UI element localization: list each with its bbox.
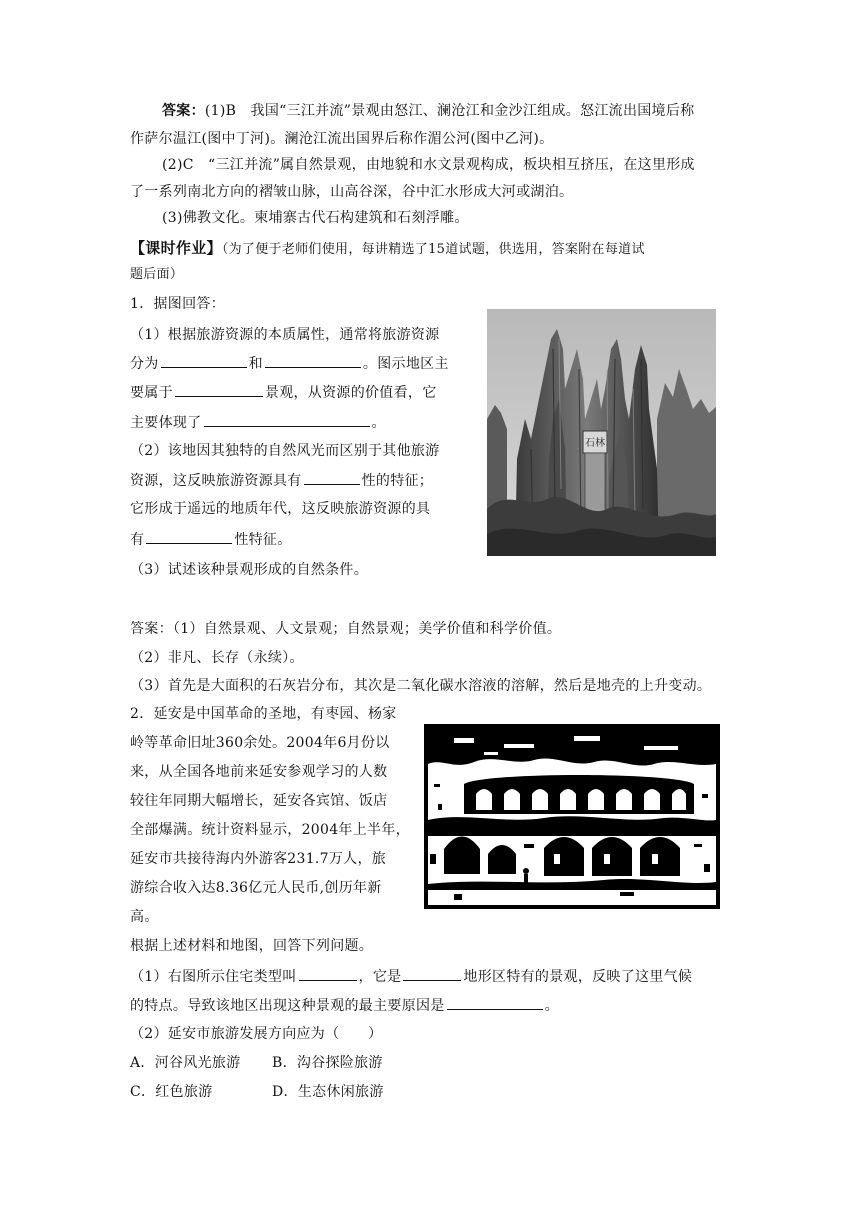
q1-part2-line1: （2）该地因其独特的自然风光而区别于其他旅游	[130, 443, 440, 459]
answer-line-3: (2)C “三江并流”属自然景观，由地貌和水文景观构成，板块相互挤压，在这里形成	[162, 157, 695, 173]
q1-part1-line1: （1）根据旅游资源的本质属性，通常将旅游资源	[130, 327, 440, 343]
stone-forest-photo	[487, 309, 716, 556]
answer-line-4: 了一系列南北方向的褶皱山脉，山高谷深，谷中汇水形成大河或湖泊。	[130, 184, 574, 200]
q2-text-8: 高。	[130, 909, 159, 925]
q1-part2-line4: 有 性特征。	[130, 529, 292, 550]
option-b[interactable]: B．沟谷探险旅游	[272, 1055, 383, 1071]
q2-part1-line2: 的特点。导致该地区出现这种景观的最主要原因是 。	[130, 995, 559, 1016]
section-note-2: 题后面）	[130, 267, 184, 282]
option-c[interactable]: C．红色旅游	[130, 1084, 213, 1100]
q1-part3: （3）试述该种景观形成的自然条件。	[130, 562, 369, 578]
q2-part1-line1: （1）右图所示住宅类型叫 ，它是 地形区特有的景观，反映了这里气候	[130, 966, 692, 987]
answer-blank[interactable]	[447, 995, 543, 1010]
answer-label: 答案：	[162, 103, 205, 119]
q1-part2-line3: 它形成于遥远的地质年代，这反映旅游资源的具	[130, 501, 431, 517]
answer-blank[interactable]	[304, 470, 360, 485]
q1-part1-line3: 要属于 景观，从资源的价值看，它	[130, 382, 437, 403]
stone-inscription: 石林	[585, 438, 605, 449]
answer-blank[interactable]	[299, 966, 357, 981]
q2-text-9: 根据上述材料和地图，回答下列问题。	[130, 938, 374, 954]
q2-text-3: 来，从全国各地前来延安参观学习的人数	[130, 764, 388, 780]
answer-blank[interactable]	[175, 382, 263, 397]
option-a[interactable]: A．河谷风光旅游	[130, 1055, 241, 1071]
answer-blank[interactable]	[204, 412, 370, 427]
answer-line-2: 作萨尔温江(图中丁河)。澜沧江流出国界后称作湄公河(图中乙河)。	[130, 131, 554, 147]
q2-text-6: 延安市共接待海内外游客231.7万人，旅	[130, 851, 387, 867]
q1-answer-2: （2）非凡、长存（永续）。	[130, 650, 304, 666]
q2-text-7: 游综合收入达8.36亿元人民币,创历年新	[130, 880, 382, 896]
section-note: （为了便于老师们使用，每讲精选了15道试题，供选用，答案附在每道试	[221, 242, 645, 257]
q2-text-1: 2．延安是中国革命的圣地，有枣园、杨家	[130, 706, 397, 722]
q2-part2: （2）延安市旅游发展方向应为（ ）	[130, 1026, 383, 1042]
q1-part2-line2: 资源，这反映旅游资源具有 性的特征；	[130, 470, 433, 491]
answer-blank[interactable]	[265, 353, 361, 368]
option-d[interactable]: D．生态休闲旅游	[272, 1084, 384, 1100]
answer-line-5: (3)佛教文化。柬埔寨古代石构建筑和石刻浮雕。	[162, 210, 469, 226]
q1-part1-line2: 分为 和 。图示地区主	[130, 353, 449, 374]
q2-text-5: 全部爆满。统计资料显示，2004年上半年，	[130, 822, 410, 838]
q1-answer-1: 答案：（1）自然景观、人文景观；自然景观；美学价值和科学价值。	[130, 621, 562, 637]
q1-stem: 1．据图回答：	[130, 296, 226, 312]
answer-line-1: 答案：(1)B 我国“三江并流”景观由怒江、澜沧江和金沙江组成。怒江流出国境后称	[162, 103, 695, 119]
section-header	[130, 238, 645, 260]
q1-answer-3: （3）首先是大面积的石灰岩分布，其次是二氧化碳水溶液的溶解，然后是地壳的上升变动。	[130, 678, 712, 694]
q1-part1-line4: 主要体现了 。	[130, 412, 386, 433]
answer-blank[interactable]	[403, 966, 461, 981]
answer-blank[interactable]	[161, 353, 247, 368]
q2-text-4: 较往年同期大幅增长，延安各宾馆、饭店	[130, 793, 388, 809]
section-title: 【课时作业】	[130, 239, 222, 257]
answer-blank[interactable]	[146, 529, 232, 544]
cave-dwelling-illustration	[424, 724, 720, 909]
q2-text-2: 岭等革命旧址360余处。2004年6月份以	[130, 735, 390, 751]
